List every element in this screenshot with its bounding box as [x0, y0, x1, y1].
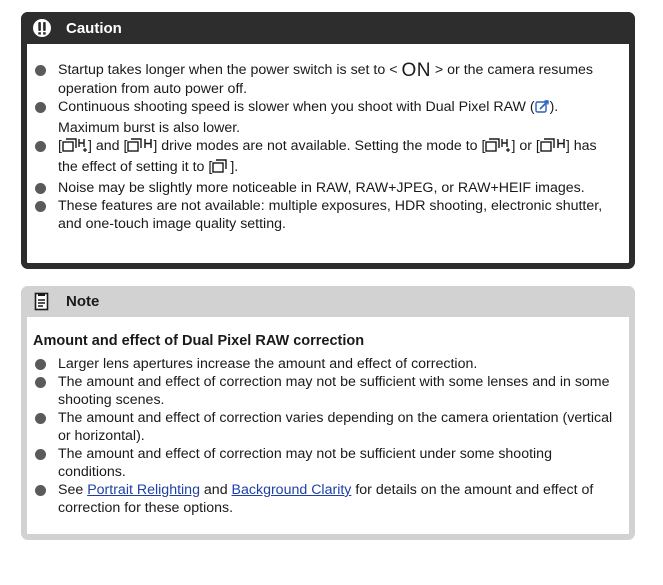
- note-subheading: Amount and effect of Dual Pixel RAW correction: [33, 333, 365, 349]
- list-item: The amount and effect of correction varies depending on the camera orientation (vertical or horizontal).: [27, 409, 629, 445]
- high-speed-continuous-plus-icon: [62, 137, 88, 158]
- note-header: [21, 286, 635, 317]
- list-item: See Portrait Relighting and Background Clarity for details on the amount and effect of correction for these options.: [27, 481, 629, 517]
- portrait-relighting-link[interactable]: Portrait Relighting: [87, 482, 200, 498]
- caution-icon: [31, 17, 53, 39]
- list-item: [ ] and [ ] drive modes are not available. Setting the mode to [ ] or [ ] has the effect of setting it to [ ].: [27, 137, 629, 179]
- list-item: Larger lens apertures increase the amount and effect of correction.: [27, 355, 629, 373]
- power-on-mark: ON: [401, 60, 431, 81]
- high-speed-continuous-icon: [127, 137, 153, 158]
- caution-box: [21, 12, 635, 269]
- continuous-shooting-icon: [212, 158, 230, 179]
- high-speed-continuous-icon: [540, 137, 566, 158]
- note-title: Note: [66, 293, 100, 310]
- list-item: Noise may be slightly more noticeable in RAW, RAW+JPEG, or RAW+HEIF images.: [27, 179, 629, 197]
- list-item: Continuous shooting speed is slower when you shoot with Dual Pixel RAW ( ). Maximum burst is also lower.: [27, 98, 629, 137]
- background-clarity-link[interactable]: Background Clarity: [231, 482, 352, 498]
- note-list: [27, 355, 629, 517]
- caution-title: Caution: [66, 19, 122, 37]
- dual-pixel-raw-icon: [535, 99, 550, 119]
- list-item: The amount and effect of correction may not be sufficient with some lenses and in some shooting scenes.: [27, 373, 629, 409]
- caution-list: [27, 44, 629, 233]
- list-item: These features are not available: multiple exposures, HDR shooting, electronic shutter, and one-touch image quality setting.: [27, 197, 629, 233]
- caution-header: [21, 12, 635, 44]
- memo-icon: [31, 291, 53, 313]
- list-item: Startup takes longer when the power switch is set to < ON > or the camera resumes operation from auto power off.: [27, 61, 629, 98]
- list-item: The amount and effect of correction may not be sufficient under some shooting conditions.: [27, 445, 629, 481]
- high-speed-continuous-plus-icon: [485, 137, 511, 158]
- note-box: [21, 286, 635, 540]
